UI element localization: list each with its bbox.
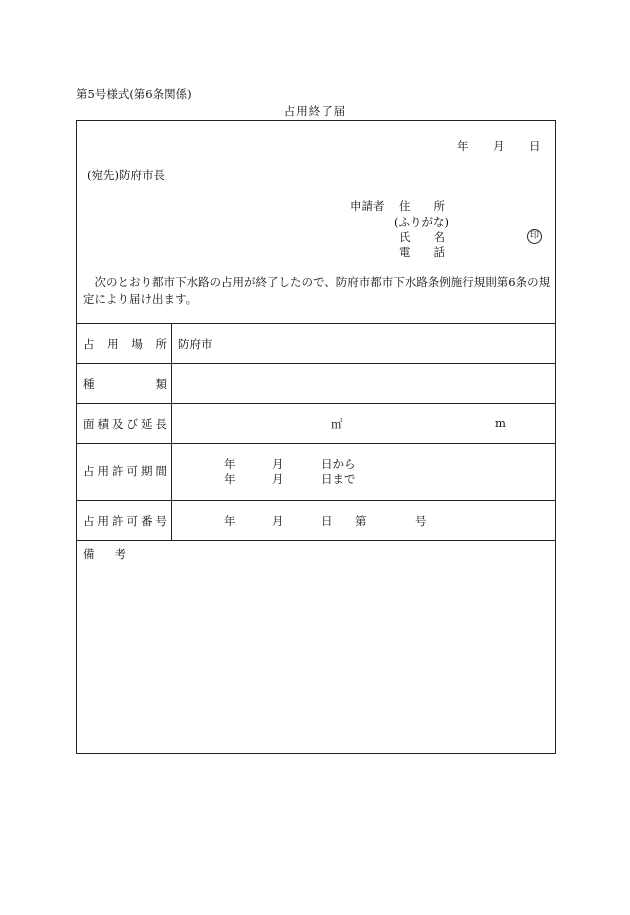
period-start-month: 月 (272, 457, 284, 471)
permit-month: 月 (272, 514, 284, 528)
applicant-furigana-label: (ふりがな) (394, 215, 449, 229)
permit-dai: 第 (355, 514, 367, 528)
area-label: 面積及び延長 (83, 417, 167, 431)
remarks-label: 備考 (83, 547, 146, 561)
date-year: 年 (457, 139, 469, 153)
location-value: 防府市 (178, 337, 213, 351)
seal-mark: 印 (527, 229, 542, 244)
period-end-month: 月 (272, 472, 284, 486)
row-divider (77, 363, 555, 364)
permit-number-label: 占用許可番号 (83, 514, 167, 528)
form-number: 第5号様式(第6条関係) (76, 87, 192, 101)
area-unit: ㎡ (331, 417, 343, 431)
row-divider (77, 500, 555, 501)
location-label: 占用場所 (83, 337, 167, 351)
period-start-day: 日から (321, 457, 356, 471)
period-start-year: 年 (224, 457, 236, 471)
date-month: 月 (493, 139, 505, 153)
permit-day: 日 (321, 514, 333, 528)
row-divider (77, 403, 555, 404)
period-end-year: 年 (224, 472, 236, 486)
applicant-address-label: 住 所 (399, 199, 445, 213)
addressee: (宛先)防府市長 (87, 168, 165, 182)
permit-go: 号 (415, 514, 427, 528)
document-title: 占用終了届 (283, 104, 347, 118)
applicant-name-label: 氏 名 (399, 230, 445, 244)
length-unit: m (495, 416, 506, 430)
row-divider (77, 443, 555, 444)
row-divider (77, 540, 555, 541)
period-end-day: 日まで (321, 472, 356, 486)
statement-text: 次のとおり都市下水路の占用が終了したので、防府市都市下水路条例施行規則第6条の規定により届け出ます。 (83, 275, 551, 306)
column-divider (171, 323, 172, 540)
period-label: 占用許可期間 (83, 464, 167, 478)
row-divider (77, 323, 555, 324)
applicant-label: 申請者 (350, 199, 385, 213)
date-day: 日 (529, 139, 541, 153)
type-label: 種類 (83, 377, 167, 391)
permit-year: 年 (224, 514, 236, 528)
form-box (76, 120, 556, 754)
applicant-phone-label: 電 話 (399, 245, 445, 259)
